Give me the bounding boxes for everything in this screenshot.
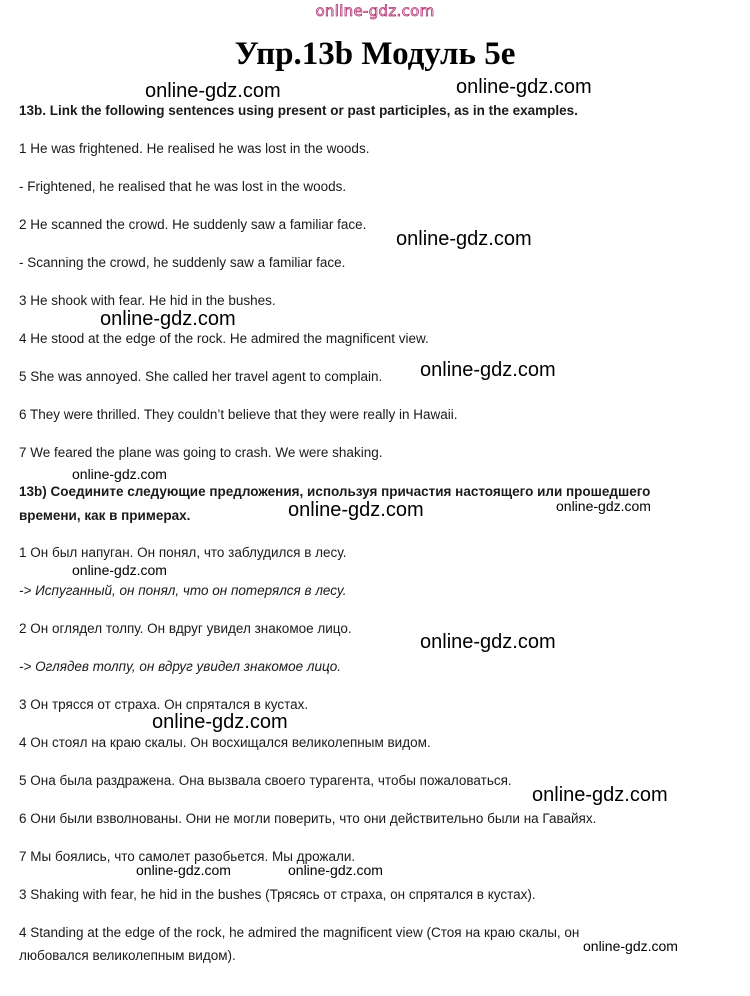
english-line: 6 They were thrilled. They couldn’t believe that they were really in Hawaii. [19,407,458,422]
watermark-text: online-gdz.com [288,499,424,521]
answer-line: любовался великолепным видом). [19,948,236,963]
russian-line: 2 Он оглядел толпу. Он вдруг увидел знакомое лицо. [19,621,352,636]
answer-line: 4 Standing at the edge of the rock, he admired the magnificent view (Стоя на краю скалы, он [19,925,580,940]
page-title: Упр.13b Модуль 5е [234,36,516,72]
watermark-text: online-gdz.com [152,711,288,733]
watermark-text: online-gdz.com [532,784,668,806]
watermark-text: online-gdz.com [583,938,678,954]
english-line: 5 She was annoyed. She called her travel agent to complain. [19,369,383,384]
english-instruction: 13b. Link the following sentences using present or past participles, as in the examples. [19,103,578,118]
answer-line: 3 Shaking with fear, he hid in the bushes (Трясясь от страха, он спрятался в кустах). [19,887,536,902]
russian-instruction: 13b) Соедините следующие предложения, используя причастия настоящего или прошедшего [19,484,651,499]
english-line: - Scanning the crowd, he suddenly saw a familiar face. [19,255,346,270]
header-watermark: online-gdz.com [315,2,435,20]
russian-line: 3 Он трясся от страха. Он спрятался в кустах. [19,697,309,712]
english-line: 3 He shook with fear. He hid in the bushes. [19,293,276,308]
english-line: 1 He was frightened. He realised he was lost in the woods. [19,141,370,156]
watermark-text: online-gdz.com [100,308,236,330]
russian-line: -> Оглядев толпу, он вдруг увидел знакомое лицо. [19,659,341,674]
russian-line: -> Испуганный, он понял, что он потерялся в лесу. [19,583,347,598]
english-line: - Frightened, he realised that he was lost in the woods. [19,179,347,194]
russian-line: 6 Они были взволнованы. Они не могли поверить, что они действительно были на Гавайях. [19,811,597,826]
watermark-text: online-gdz.com [136,862,231,878]
russian-line: 1 Он был напуган. Он понял, что заблудился в лесу. [19,545,347,560]
watermark-text: online-gdz.com [72,562,167,578]
russian-line: 7 Мы боялись, что самолет разобьется. Мы дрожали. [19,849,356,864]
russian-line: 4 Он стоял на краю скалы. Он восхищался великолепным видом. [19,735,431,750]
watermark-text: online-gdz.com [396,228,532,250]
watermark-text: online-gdz.com [556,498,651,514]
watermark-text: online-gdz.com [420,359,556,381]
english-line: 4 He stood at the edge of the rock. He admired the magnificent view. [19,331,429,346]
watermark-text: online-gdz.com [420,631,556,653]
russian-line: 5 Она была раздражена. Она вызвала своего турагента, чтобы пожаловаться. [19,773,512,788]
english-line: 7 We feared the plane was going to crash. We were shaking. [19,445,383,460]
watermark-text: online-gdz.com [456,76,592,98]
watermark-text: online-gdz.com [288,862,383,878]
watermark-text: online-gdz.com [145,80,281,102]
watermark-text: online-gdz.com [72,466,167,482]
english-line: 2 He scanned the crowd. He suddenly saw a familiar face. [19,217,367,232]
russian-instruction: времени, как в примерах. [19,508,191,523]
